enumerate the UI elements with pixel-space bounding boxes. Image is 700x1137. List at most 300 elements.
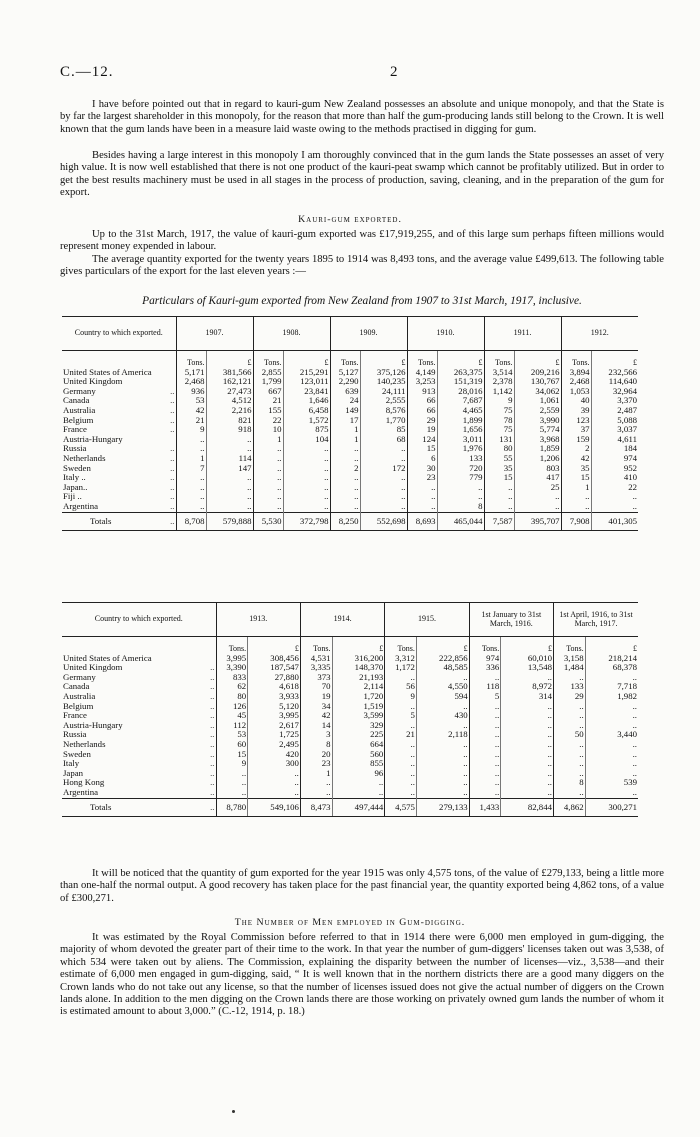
- tons-cell: 23: [300, 759, 332, 769]
- tons-cell: 20: [300, 750, 332, 760]
- tons-cell: 29: [554, 692, 586, 702]
- tons-cell: 66: [407, 396, 437, 406]
- value-cell: 263,375: [437, 368, 484, 378]
- country-cell: [62, 444, 176, 454]
- unit-label: £: [633, 358, 638, 367]
- country-name: United States of America: [63, 367, 152, 377]
- year-header: 1911.: [484, 317, 561, 351]
- document-reference: C.—12.: [60, 64, 114, 80]
- tons-cell: 936: [176, 387, 206, 397]
- value-cell: ..: [283, 492, 330, 502]
- tons-cell: ..: [330, 444, 360, 454]
- tons-cell: ..: [469, 778, 501, 788]
- tons-cell: ..: [253, 473, 283, 483]
- value-cell: 3,370: [617, 396, 638, 406]
- tons-cell: ..: [469, 702, 501, 712]
- value-cell: 4,618: [248, 682, 301, 692]
- country-cell: [62, 702, 216, 712]
- value-cell: ..: [360, 473, 407, 483]
- value-cell: 3,011: [437, 435, 484, 445]
- after-table-paragraph: It will be noticed that the quantity of gum exported for the year 1915 was only 4,575 tons, of the value of £279,133, being a little more than one-half the normal output. A good recovery has taken place for the past financial year, the quantity exported being 4,862 tons, of a value of £300,271.: [60, 868, 664, 904]
- country-name: Austria-Hungary: [63, 720, 123, 730]
- unit-label: Tons.: [253, 351, 283, 368]
- country-cell: [62, 711, 216, 721]
- tons-cell: 35: [484, 464, 514, 474]
- country-column-header: Country to which exported.: [62, 317, 176, 351]
- tons-cell: ..: [176, 502, 206, 512]
- section-heading-kauri-gum-exported: Kauri-gum exported.: [298, 214, 402, 225]
- totals-label-text: Totals: [90, 801, 112, 812]
- tons-cell: ..: [253, 464, 283, 474]
- unit-label: Tons.: [561, 351, 591, 368]
- value-cell: ..: [360, 444, 407, 454]
- value-cell: 23,841: [283, 387, 330, 397]
- value-cell: ..: [632, 672, 637, 682]
- year-header: 1915.: [385, 603, 469, 637]
- leader-dots: ..: [170, 453, 175, 463]
- value-cell: 68,378: [612, 663, 637, 673]
- section1-paragraph-1: Up to the 31st March, 1917, the value of kauri-gum exported was £17,919,255, and of this large sum perhaps fifteen millions would represent money expended in labour.: [60, 229, 664, 253]
- value-cell: 8: [437, 502, 484, 512]
- value-cell: 1,572: [283, 416, 330, 426]
- tons-cell: 8: [554, 778, 586, 788]
- country-cell: [62, 454, 176, 464]
- tons-cell: 131: [484, 435, 514, 445]
- country-cell: [62, 654, 216, 664]
- table-caption: Particulars of Kauri-gum exported from New Zealand from 1907 to 31st March, 1917, inclusive.: [142, 295, 582, 307]
- value-cell: 24,111: [360, 387, 407, 397]
- year-header: 1912.: [561, 317, 638, 351]
- value-cell: 803: [514, 464, 561, 474]
- tons-cell: 1: [561, 483, 591, 493]
- leader-dots: ..: [210, 720, 215, 730]
- tons-cell: 42: [561, 454, 591, 464]
- country-name: Netherlands: [63, 739, 106, 749]
- tons-cell: ..: [469, 759, 501, 769]
- country-name: Sweden: [63, 749, 91, 759]
- unit-label: £: [248, 637, 301, 654]
- tons-cell: 21: [253, 396, 283, 406]
- tons-cell: 2,378: [484, 377, 514, 387]
- total-cell: 549,106: [248, 798, 301, 817]
- tons-cell: 126: [216, 702, 248, 712]
- country-name: Canada: [63, 682, 90, 692]
- country-cell: [62, 740, 216, 750]
- tons-cell: 70: [300, 682, 332, 692]
- unit-label: £: [416, 637, 469, 654]
- table-row: [62, 368, 638, 378]
- tons-cell: ..: [484, 492, 514, 502]
- units-spacer: [62, 351, 176, 368]
- tons-cell: ..: [216, 788, 248, 798]
- tons-cell: 24: [330, 396, 360, 406]
- value-cell: ..: [206, 483, 253, 493]
- country-cell: [62, 483, 176, 493]
- tons-cell: ..: [469, 711, 501, 721]
- value-cell: 8,972: [501, 682, 554, 692]
- value-cell: 3,990: [514, 416, 561, 426]
- country-name: United Kingdom: [63, 663, 123, 673]
- tons-cell: 78: [484, 416, 514, 426]
- unit-label: Tons.: [176, 351, 206, 368]
- country-cell: [62, 368, 176, 378]
- country-name: Austria-Hungary: [63, 434, 123, 444]
- value-cell: 34,062: [514, 387, 561, 397]
- tons-cell: 639: [330, 387, 360, 397]
- tons-cell: 3: [300, 730, 332, 740]
- tons-cell: 974: [469, 654, 501, 664]
- total-cell: 8,250: [330, 512, 360, 531]
- tons-cell: ..: [407, 483, 437, 493]
- tons-cell: 3,514: [484, 368, 514, 378]
- tons-cell: 75: [484, 425, 514, 435]
- total-cell: 7,587: [484, 512, 514, 531]
- units-row: [62, 637, 638, 654]
- tons-cell: 1,053: [561, 387, 591, 397]
- value-cell: ..: [283, 454, 330, 464]
- value-cell: ..: [416, 759, 469, 769]
- leader-dots: ..: [170, 396, 175, 406]
- country-name: France: [63, 711, 87, 721]
- tons-cell: ..: [385, 740, 417, 750]
- value-cell: ..: [632, 701, 637, 711]
- table-row: [62, 483, 638, 493]
- tons-cell: ..: [469, 740, 501, 750]
- value-cell: 1,982: [617, 691, 637, 701]
- value-cell: ..: [437, 492, 484, 502]
- unit-label: Tons.: [484, 351, 514, 368]
- value-cell: 222,856: [416, 654, 469, 664]
- value-cell: ..: [283, 464, 330, 474]
- leader-dots: ..: [210, 787, 215, 797]
- tons-cell: 42: [300, 711, 332, 721]
- value-cell: ..: [206, 444, 253, 454]
- value-cell: 430: [416, 711, 469, 721]
- leader-dots: ..: [170, 492, 175, 502]
- tons-cell: 80: [216, 692, 248, 702]
- tons-cell: ..: [407, 492, 437, 502]
- value-cell: 3,599: [332, 711, 385, 721]
- tons-cell: 833: [216, 673, 248, 683]
- unit-label: Tons.: [385, 637, 417, 654]
- tons-cell: ..: [176, 444, 206, 454]
- tons-cell: ..: [253, 454, 283, 464]
- country-cell: [62, 377, 176, 387]
- tons-cell: ..: [469, 721, 501, 731]
- value-cell: 1,725: [248, 730, 301, 740]
- tons-cell: ..: [385, 778, 417, 788]
- value-cell: ..: [632, 720, 637, 730]
- value-cell: ..: [501, 740, 554, 750]
- value-cell: 3,037: [617, 425, 638, 435]
- tons-cell: 66: [407, 406, 437, 416]
- value-cell: 3,933: [248, 692, 301, 702]
- country-cell: [62, 682, 216, 692]
- total-cell: 8,708: [176, 512, 206, 531]
- leader-dots: ..: [170, 386, 175, 396]
- tons-cell: 8: [300, 740, 332, 750]
- tons-cell: ..: [554, 702, 586, 712]
- value-cell: 855: [332, 759, 385, 769]
- total-cell: 5,530: [253, 512, 283, 531]
- total-cell: 465,044: [437, 512, 484, 531]
- total-cell: 4,862: [554, 798, 586, 817]
- value-cell: 114: [206, 454, 253, 464]
- tons-cell: ..: [407, 502, 437, 512]
- tons-cell: 1,142: [484, 387, 514, 397]
- value-cell: ..: [632, 501, 638, 511]
- value-cell: 151,319: [437, 377, 484, 387]
- table-row: [62, 682, 638, 692]
- table-row: [62, 464, 638, 474]
- unit-label: £: [332, 637, 385, 654]
- leader-dots: ..: [210, 778, 215, 788]
- value-cell: 375,126: [360, 368, 407, 378]
- table-row: [62, 473, 638, 483]
- value-cell: 1,206: [514, 454, 561, 464]
- value-cell: 187,547: [248, 663, 301, 673]
- tons-cell: ..: [469, 788, 501, 798]
- value-cell: ..: [416, 673, 469, 683]
- total-cell: 8,693: [407, 512, 437, 531]
- tons-cell: ..: [253, 444, 283, 454]
- country-name: Hong Kong: [63, 778, 105, 788]
- value-cell: 1,899: [437, 416, 484, 426]
- value-cell: ..: [632, 759, 637, 769]
- leader-dots: ..: [210, 701, 215, 711]
- value-cell: 918: [206, 425, 253, 435]
- value-cell: 4,550: [416, 682, 469, 692]
- tons-cell: 37: [561, 425, 591, 435]
- total-cell: 372,798: [283, 512, 330, 531]
- value-cell: 2,487: [617, 405, 638, 415]
- value-cell: 27,473: [206, 387, 253, 397]
- unit-label: Tons.: [407, 351, 437, 368]
- leader-dots: ..: [170, 405, 175, 415]
- tons-cell: 5,127: [330, 368, 360, 378]
- value-cell: 1,656: [437, 425, 484, 435]
- value-cell: ..: [501, 673, 554, 683]
- value-cell: ..: [501, 778, 554, 788]
- country-cell: [62, 750, 216, 760]
- country-cell: [62, 396, 176, 406]
- total-cell: 395,707: [514, 512, 561, 531]
- table-row: [62, 435, 638, 445]
- leader-dots: ..: [170, 444, 175, 454]
- value-cell: 133: [437, 454, 484, 464]
- table-row: [62, 702, 638, 712]
- value-cell: 13,548: [501, 663, 554, 673]
- value-cell: 209,216: [514, 368, 561, 378]
- tons-cell: ..: [330, 454, 360, 464]
- tons-cell: 35: [561, 464, 591, 474]
- tons-cell: 9: [385, 692, 417, 702]
- value-cell: ..: [632, 787, 637, 797]
- table-row: [62, 711, 638, 721]
- tons-cell: ..: [554, 740, 586, 750]
- tons-cell: 53: [216, 730, 248, 740]
- value-cell: ..: [332, 778, 385, 788]
- leader-dots: ..: [170, 473, 175, 483]
- tons-cell: ..: [216, 778, 248, 788]
- table-row: [62, 406, 638, 416]
- country-name: Italy: [63, 759, 80, 769]
- value-cell: 594: [416, 692, 469, 702]
- total-cell: 8,780: [216, 798, 248, 817]
- total-cell: 552,698: [360, 512, 407, 531]
- value-cell: ..: [416, 702, 469, 712]
- value-cell: ..: [632, 768, 637, 778]
- tons-cell: 1,484: [554, 663, 586, 673]
- value-cell: 5,088: [617, 415, 638, 425]
- value-cell: 821: [206, 416, 253, 426]
- country-name: Russia: [63, 730, 87, 740]
- value-cell: 25: [514, 483, 561, 493]
- tons-cell: 21: [176, 416, 206, 426]
- value-cell: ..: [248, 778, 301, 788]
- country-name: Germany: [63, 672, 96, 682]
- value-cell: ..: [501, 759, 554, 769]
- country-cell: [62, 464, 176, 474]
- value-cell: 60,010: [501, 654, 554, 664]
- tons-cell: 1,172: [385, 663, 417, 673]
- export-table-1907-1912: [62, 316, 638, 531]
- total-cell: 279,133: [416, 798, 469, 817]
- table-row: [62, 769, 638, 779]
- value-cell: 1,646: [283, 396, 330, 406]
- country-cell: [62, 663, 216, 673]
- tons-cell: 15: [216, 750, 248, 760]
- value-cell: 123,011: [283, 377, 330, 387]
- total-cell: 300,271: [585, 798, 638, 817]
- table-row: [62, 692, 638, 702]
- tons-cell: 5: [469, 692, 501, 702]
- unit-label: £: [633, 644, 637, 653]
- leader-dots: ..: [210, 663, 215, 673]
- tons-cell: 3,312: [385, 654, 417, 664]
- leader-dots: ..: [210, 801, 215, 812]
- value-cell: ..: [332, 788, 385, 798]
- tons-cell: 2,290: [330, 377, 360, 387]
- tons-cell: 34: [300, 702, 332, 712]
- value-cell: ..: [416, 740, 469, 750]
- tons-cell: ..: [554, 673, 586, 683]
- unit-label: £: [360, 351, 407, 368]
- section-heading-men-employed: The Number of Men employed in Gum-digging.: [234, 917, 466, 928]
- value-cell: ..: [283, 444, 330, 454]
- tons-cell: 149: [330, 406, 360, 416]
- value-cell: ..: [206, 435, 253, 445]
- value-cell: 381,566: [206, 368, 253, 378]
- tons-cell: ..: [330, 473, 360, 483]
- tons-cell: 1: [176, 454, 206, 464]
- value-cell: ..: [632, 749, 637, 759]
- tons-cell: 4,149: [407, 368, 437, 378]
- country-cell: [62, 416, 176, 426]
- value-cell: 1,859: [514, 444, 561, 454]
- value-cell: 1,519: [332, 702, 385, 712]
- table-row: [62, 750, 638, 760]
- total-cell: 401,305: [591, 512, 638, 531]
- country-name: Belgium: [63, 415, 94, 425]
- leader-dots: ..: [210, 759, 215, 769]
- tons-cell: ..: [330, 492, 360, 502]
- tons-cell: ..: [253, 492, 283, 502]
- tons-cell: 913: [407, 387, 437, 397]
- tons-cell: 15: [561, 473, 591, 483]
- country-name: Japan: [63, 768, 84, 778]
- leader-dots: ..: [170, 415, 175, 425]
- tons-cell: ..: [484, 483, 514, 493]
- country-cell: [62, 721, 216, 731]
- value-cell: ..: [283, 473, 330, 483]
- value-cell: ..: [283, 483, 330, 493]
- value-cell: 85: [360, 425, 407, 435]
- table-row: [62, 788, 638, 798]
- tons-cell: ..: [469, 730, 501, 740]
- country-cell: [62, 435, 176, 445]
- unit-label: Tons.: [469, 637, 501, 654]
- leader-dots: ..: [210, 682, 215, 692]
- intro-paragraph-2: Besides having a large interest in this monopoly I am thoroughly convinced that in the gum lands the State possesses an asset of very high value. It is now well established that there is not one product of the kauri-peat swamp which cannot be profitably utilized. But in order to get the best results machinery must be used in all stages in the process of production, saving, cleaning, and in the preparation of the gum for export.: [60, 150, 664, 199]
- value-cell: 329: [332, 721, 385, 731]
- value-cell: ..: [416, 721, 469, 731]
- value-cell: ..: [206, 492, 253, 502]
- tons-cell: ..: [561, 502, 591, 512]
- value-cell: 875: [283, 425, 330, 435]
- unit-label: £: [501, 637, 554, 654]
- value-cell: 22: [628, 482, 638, 492]
- tons-cell: 10: [253, 425, 283, 435]
- value-cell: ..: [248, 788, 301, 798]
- value-cell: 48,585: [416, 663, 469, 673]
- tons-cell: ..: [385, 769, 417, 779]
- tons-cell: 3,253: [407, 377, 437, 387]
- value-cell: ..: [632, 739, 637, 749]
- tons-cell: ..: [176, 483, 206, 493]
- table-row: [62, 740, 638, 750]
- tons-cell: ..: [554, 769, 586, 779]
- total-cell: 4,575: [385, 798, 417, 817]
- table-row: [62, 654, 638, 664]
- tons-cell: 3,158: [554, 654, 586, 664]
- tons-cell: 667: [253, 387, 283, 397]
- tons-cell: ..: [484, 502, 514, 512]
- unit-label: £: [283, 351, 330, 368]
- units-spacer: [62, 637, 216, 654]
- table-row: [62, 425, 638, 435]
- tons-cell: 2,855: [253, 368, 283, 378]
- value-cell: 2,216: [206, 406, 253, 416]
- country-name: Belgium: [63, 701, 94, 711]
- leader-dots: ..: [170, 515, 175, 526]
- value-cell: 1,061: [514, 396, 561, 406]
- tons-cell: 112: [216, 721, 248, 731]
- tons-cell: 75: [484, 406, 514, 416]
- total-cell: 579,888: [206, 512, 253, 531]
- value-cell: 2,617: [248, 721, 301, 731]
- table-row: [62, 444, 638, 454]
- leader-dots: ..: [170, 425, 175, 435]
- value-cell: 3,995: [248, 711, 301, 721]
- value-cell: 314: [501, 692, 554, 702]
- value-cell: ..: [360, 454, 407, 464]
- tons-cell: ..: [385, 759, 417, 769]
- country-name: United States of America: [63, 653, 152, 663]
- tons-cell: 5,171: [176, 368, 206, 378]
- year-header: 1913.: [216, 603, 300, 637]
- tons-cell: ..: [176, 473, 206, 483]
